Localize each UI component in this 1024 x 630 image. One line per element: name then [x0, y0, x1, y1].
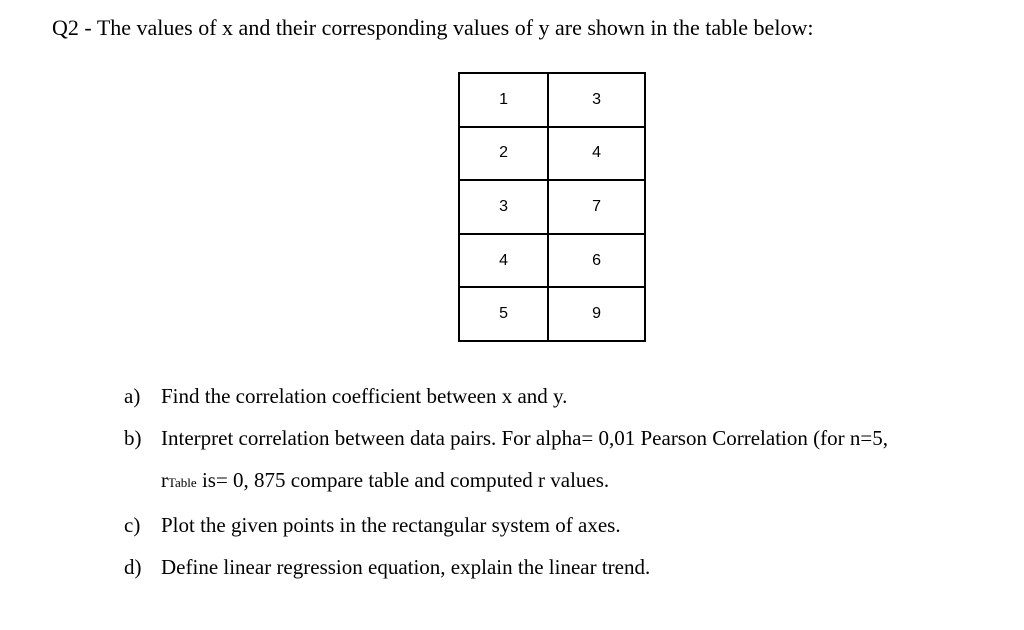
question-heading: Q2 - The values of x and their corresponding values of y are shown in the table below: — [52, 15, 814, 40]
question-text: Plot the given points in the rectangular system of axes. — [161, 513, 621, 537]
x-value-cell: 5 — [459, 287, 548, 341]
question-list — [124, 382, 888, 595]
xy-values-table — [458, 72, 646, 342]
question-item-d — [124, 553, 888, 581]
x-value-cell: 3 — [459, 180, 548, 234]
table-row — [459, 287, 645, 341]
y-value-cell: 4 — [548, 127, 645, 181]
question-item-a — [124, 382, 888, 410]
question-continuation — [161, 466, 888, 497]
question-item-c — [124, 511, 888, 539]
r-symbol: r — [161, 468, 168, 492]
table-row — [459, 180, 645, 234]
y-value-cell: 6 — [548, 234, 645, 288]
y-value-cell: 7 — [548, 180, 645, 234]
table-row — [459, 234, 645, 288]
x-value-cell: 1 — [459, 73, 548, 127]
question-marker: c) — [124, 513, 141, 537]
table-row — [459, 73, 645, 127]
table-row — [459, 127, 645, 181]
question-item-b — [124, 424, 888, 497]
r-subscript: Table — [168, 475, 197, 490]
question-text: Define linear regression equation, explain the linear trend. — [161, 555, 651, 579]
question-continuation-text: is= 0, 875 compare table and computed r values. — [196, 468, 610, 492]
x-value-cell: 2 — [459, 127, 548, 181]
question-marker: a) — [124, 384, 141, 408]
question-text: Interpret correlation between data pairs. For alpha= 0,01 Pearson Correlation (for n=5, — [161, 426, 888, 450]
question-marker: d) — [124, 555, 142, 579]
y-value-cell: 3 — [548, 73, 645, 127]
question-text: Find the correlation coefficient between x and y. — [161, 384, 568, 408]
y-value-cell: 9 — [548, 287, 645, 341]
x-value-cell: 4 — [459, 234, 548, 288]
question-marker: b) — [124, 426, 142, 450]
